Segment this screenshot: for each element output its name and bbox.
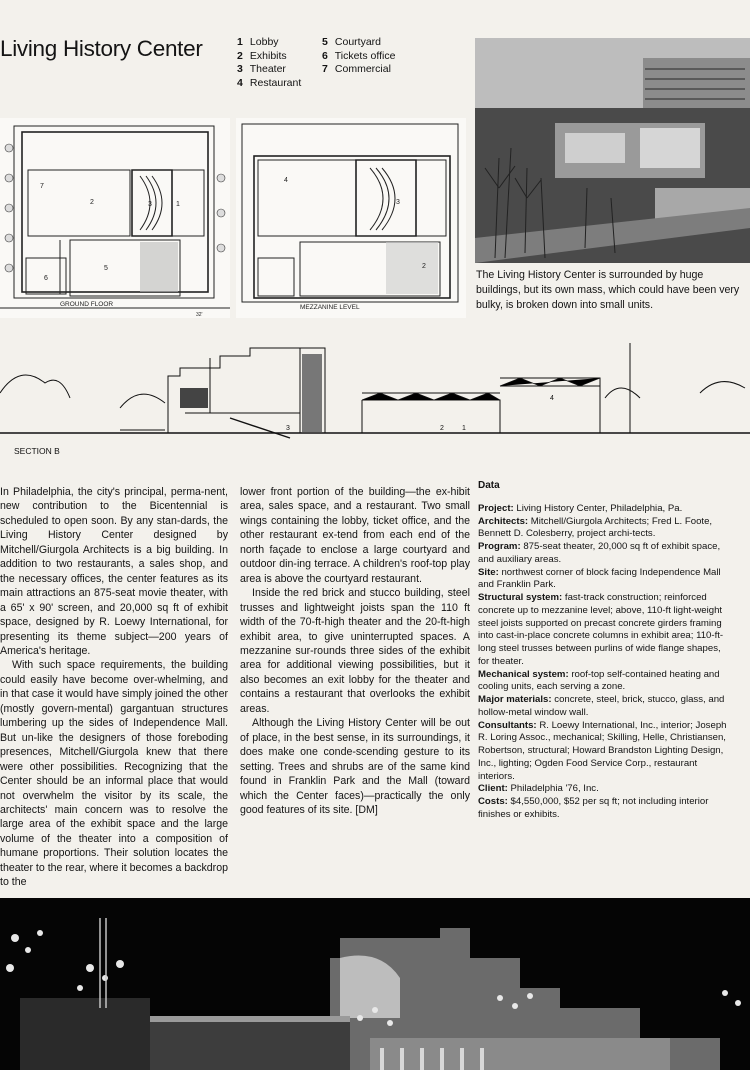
data-entry: Consultants: R. Loewy International, Inc., interior; Joseph R. Loring Assoc., mechanical; Skilling, Helle, Christiansen, Robertson, structural; Howard Brandston Lighting Design, Inc., lighting; Ogden Food Service Corp., restaurant interiors. <box>478 719 727 782</box>
room-legend-right <box>322 36 395 77</box>
model-photo-drawing <box>0 898 750 1070</box>
data-entry: Major materials: concrete, steel, brick, stucco, glass, and hollow-metal window wall. <box>478 694 725 718</box>
room-number: 3 <box>396 199 400 206</box>
aerial-photo-drawing <box>475 38 750 263</box>
room-legend-left <box>237 36 301 90</box>
data-entry: Site: northwest corner of block facing Independence Mall and Franklin Park. <box>478 566 721 591</box>
body-paragraph: lower front portion of the building—the ex-hibit area, sales space, and a restaurant. Two small wings containing the lobby, ticket office, and the other restaurant ex-tend from each end of the north façade to enclose a large courtyard and outdoor din-ing terrace. A children's roof-top play area is above the courtyard restaurant. <box>240 486 470 585</box>
room-number: 2 <box>90 199 94 206</box>
room-number: 4 <box>284 177 288 184</box>
data-sidebar <box>478 480 728 822</box>
data-heading: Data <box>478 480 500 491</box>
room-number: 2 <box>440 425 444 432</box>
mezzanine-plan <box>236 118 466 318</box>
ground-floor-drawing <box>0 118 230 318</box>
room-number: 2 <box>422 263 426 270</box>
data-entry: Client: Philadelphia '76, Inc. <box>478 783 599 795</box>
section-b-svg <box>0 338 750 460</box>
data-entry: Project: Living History Center, Philadelphia, Pa. <box>478 502 683 514</box>
body-column-1 <box>0 485 228 890</box>
room-number: 3 <box>286 425 290 432</box>
model-photo <box>0 898 750 1070</box>
body-paragraph: Although the Living History Center will be out of place, in the best sense, in its surroundings, it does make one conde-scending gesture to its setting. Trees and shrubs are of the same kind found in Franklin Park and the Mall (toward which the Center faces)—practically the only good features of its site. [DM] <box>240 717 470 816</box>
legend-item: 2 Exhibits <box>237 49 287 62</box>
legend-item: 4 Restaurant <box>237 76 302 89</box>
room-number: 4 <box>550 395 554 402</box>
data-entry: Structural system: fast-track construction; reinforced concrete up to mezzanine level; above, 110-ft light-weight steel joists supported on precast concrete girders framing into cast-in-place concrete columns in exhibit area; 110-ft-long steel trusses between purlins of wide flange shapes, for theater. <box>478 592 724 667</box>
plan-label-mezzanine: MEZZANINE LEVEL <box>300 304 360 311</box>
room-number: 7 <box>40 183 44 190</box>
ground-floor-plan <box>0 118 230 318</box>
legend-item: 1 Lobby <box>237 36 279 48</box>
room-number: 5 <box>104 265 108 272</box>
photo-caption: The Living History Center is surrounded by huge buildings, but its own mass, which could have been very bulky, is broken down into small units. <box>476 269 740 311</box>
room-number: 1 <box>462 425 466 432</box>
legend-item: 6 Tickets office <box>322 49 396 62</box>
body-column-2 <box>240 485 470 817</box>
aerial-photo <box>475 38 750 263</box>
data-entry: Architects: Mitchell/Giurgola Architects; Fred L. Foote, Bennett D. Colesberry, project archi-tects. <box>478 515 713 540</box>
data-entry: Costs: $4,550,000, $52 per sq ft; not including interior finishes or exhibits. <box>478 796 709 820</box>
room-number: 6 <box>44 275 48 282</box>
section-b-drawing <box>0 338 750 460</box>
plan-label-ground: GROUND FLOOR <box>60 301 114 308</box>
room-number: 3 <box>148 201 152 208</box>
section-label: SECTION B <box>14 446 60 456</box>
body-paragraph: In Philadelphia, the city's principal, perma-nent, new contribution to the Bicentennial is scheduled to open soon. By any stan-dards, the Living History Center designed by Mitchell/Giurgola Architects is a big building. In addition to two restaurants, a sales shop, and the necessary offices, the center features as its main attractions an 875-seat movie theater, with a 65' x 90' screen, and 20,000 sq ft of exhibit space, designed by R. Loewy International, for presenting its theme subject—200 years of America's heritage. <box>0 486 228 657</box>
legend-item: 3 Theater <box>237 63 286 75</box>
scale-label: 32' <box>196 312 203 318</box>
mezzanine-drawing <box>236 118 466 318</box>
page-title: Living History Center <box>0 36 203 61</box>
legend-item: 5 Courtyard <box>322 36 382 48</box>
data-entry: Program: 875-seat theater, 20,000 sq ft of exhibit space, and auxiliary areas. <box>478 541 721 565</box>
data-entry: Mechanical system: roof-top self-contained heating and cooling units, each serving a zone. <box>478 668 720 693</box>
legend-item: 7 Commercial <box>322 63 391 75</box>
body-paragraph: With such space requirements, the building could easily have become over-whelming, and in that case it would have simply joined the other (mostly govern-mental) gargantuan structures lumbering up the sides of Independence Mall. But un-like the designers of those foreboding presences, Mitchell/Giurgola knew that there were other possibilities. Recognizing that the Center should be an informal place that would not overwhelm the visitor by its scale, the architects' main concern was to resolve the large area of the exhibit space and the large volume of the theater into a composition of humane proportions. Their solution locates the theater to the rear, where it becomes a backdrop to the <box>0 659 228 889</box>
room-number: 1 <box>176 201 180 208</box>
body-paragraph: Inside the red brick and stucco building, steel trusses and lightweight joists span the 110 ft width of the 70-ft-high theater and the 20-ft-high exhibit area, to give uninterrupted spaces. A mezzanine sur-rounds three sides of the exhibit area for additional viewing possibilities, but it also becomes an exit lobby for the theater and contains a restaurant that overlooks the exhibit areas. <box>240 587 470 715</box>
